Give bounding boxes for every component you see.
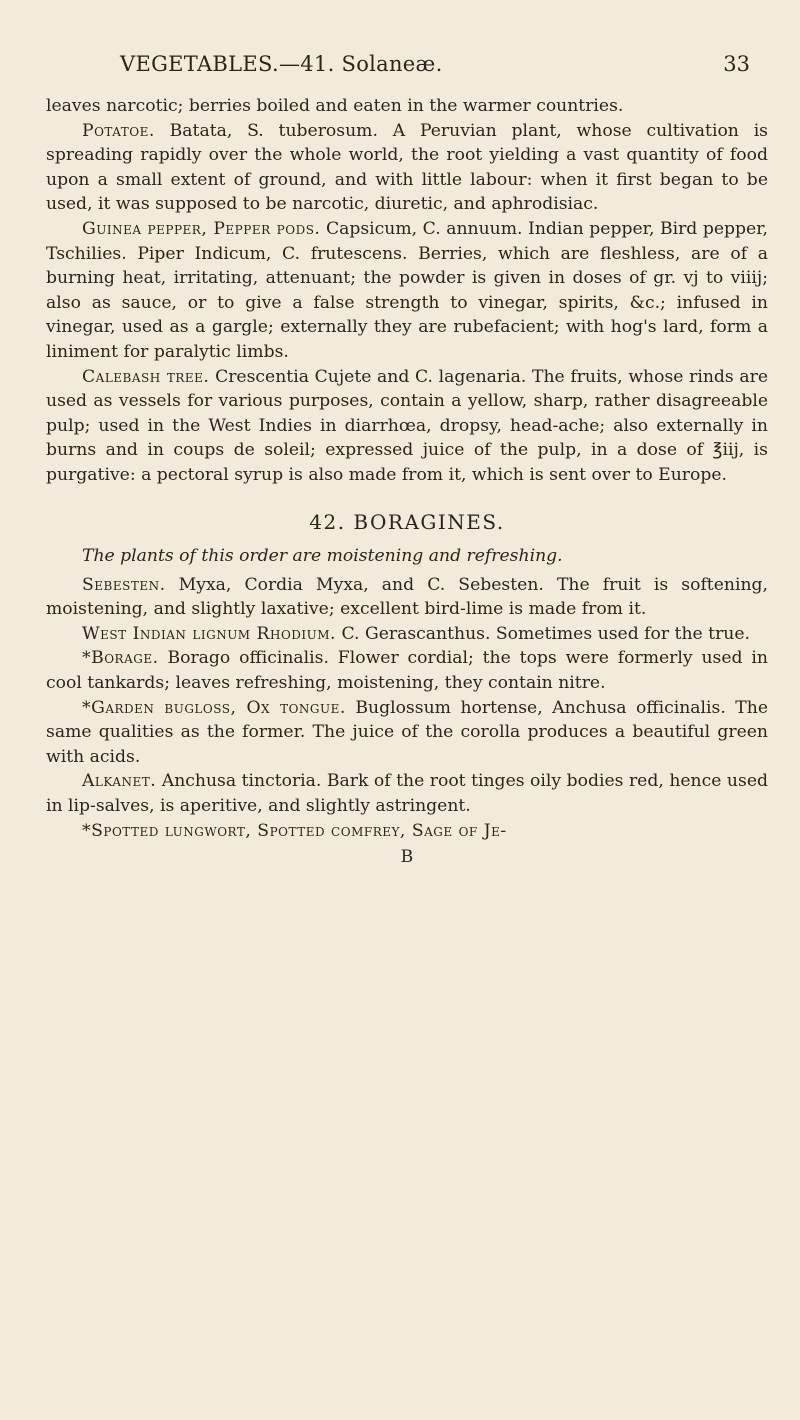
entry-paragraph xyxy=(46,696,768,770)
section-intro: The plants of this order are moistening and refreshing. xyxy=(82,546,563,567)
entry-text: Myxa, Cordia Myxa, and C. Sebesten. The fruit is softening, moistening, and slightly laxative; excellent bird-lime is made from it. xyxy=(46,574,768,620)
signature-mark: B xyxy=(400,847,414,868)
entry-name: Alkanet. xyxy=(82,771,157,792)
entry-paragraph xyxy=(46,622,768,647)
running-header xyxy=(120,52,750,86)
entry-name: Sebesten. xyxy=(82,574,166,595)
entry-name: *Spotted lungwort, Spotted comfrey, Sage of Je- xyxy=(82,820,507,841)
entry-text: C. Gerascanthus. Sometimes used for the true. xyxy=(341,623,750,644)
entry-paragraph xyxy=(46,819,768,844)
entry-paragraph xyxy=(46,119,768,217)
entry-paragraph xyxy=(46,94,768,119)
entry-name: *Garden bugloss, Ox tongue. xyxy=(82,697,346,718)
entry-paragraph xyxy=(46,646,768,695)
entry-text: Anchusa tinctoria. Bark of the root tinges oily bodies red, hence used in lip-salves, is aperitive, and slightly astringent. xyxy=(46,771,768,817)
entry-paragraph xyxy=(46,217,768,365)
entry-text: leaves narcotic; berries boiled and eaten in the warmer countries. xyxy=(46,96,624,116)
entry-text: Capsicum, C. annuum. Indian pepper, Bird pepper, Tschilies. Piper Indicum, C. frutescens. Berries, which are fleshless, are of a burning heat, irritating, attenuant; the powder is given in doses of gr. vj to viiij; also as sauce, or to give a false strength to vinegar, spirits, &c.; infused in vinegar, used as a gargle; externally they are rubefacient; with hog's lard, form a liniment for paralytic limbs. xyxy=(46,218,769,362)
entry-text: Crescentia Cujete and C. lagenaria. The fruits, whose rinds are used as vessels for various purposes, contain a yellow, sharp, rather disagreeable pulp; used in the West Indies in diarrhœa, dropsy, head-ache; also externally in burns and in coups de soleil; expressed juice of the pulp, in a dose of ℥iij, is purgative: a pectoral syrup is also made from it, which is sent over to Europe. xyxy=(46,366,769,485)
entry-text: Batata, S. tuberosum. A Peruvian plant, whose cultivation is spreading rapidly over the whole world, the root yielding a vast quantity of food upon a small extent of ground, and with little labour: when it first began to be used, it was supposed to be narcotic, diuretic, and aphrodisiac. xyxy=(46,120,769,215)
entry-text: Borago officinalis. Flower cordial; the tops were formerly used in cool tankards; leaves refreshing, moistening, they contain nitre. xyxy=(46,648,768,694)
entry-name: Potatoe. xyxy=(82,120,155,141)
section-heading: 42. BORAGINES. xyxy=(309,509,505,534)
entry-paragraph xyxy=(46,365,768,488)
entry-paragraph xyxy=(46,769,768,818)
entry-name: West Indian lignum Rhodium. xyxy=(82,623,337,644)
entry-paragraph xyxy=(46,573,768,622)
entry-name: Calebash tree. xyxy=(82,366,210,387)
entry-name: *Borage. xyxy=(82,648,159,669)
entry-text: Buglossum hortense, Anchusa officinalis. The same qualities as the former. The juice of the corolla produces a beautiful green with acids. xyxy=(46,697,768,767)
page-body xyxy=(46,94,768,870)
running-title: VEGETABLES.—41. Solaneæ. xyxy=(120,52,443,76)
page-number: 33 xyxy=(723,52,750,76)
entry-name: Guinea pepper, Pepper pods. xyxy=(82,218,321,239)
